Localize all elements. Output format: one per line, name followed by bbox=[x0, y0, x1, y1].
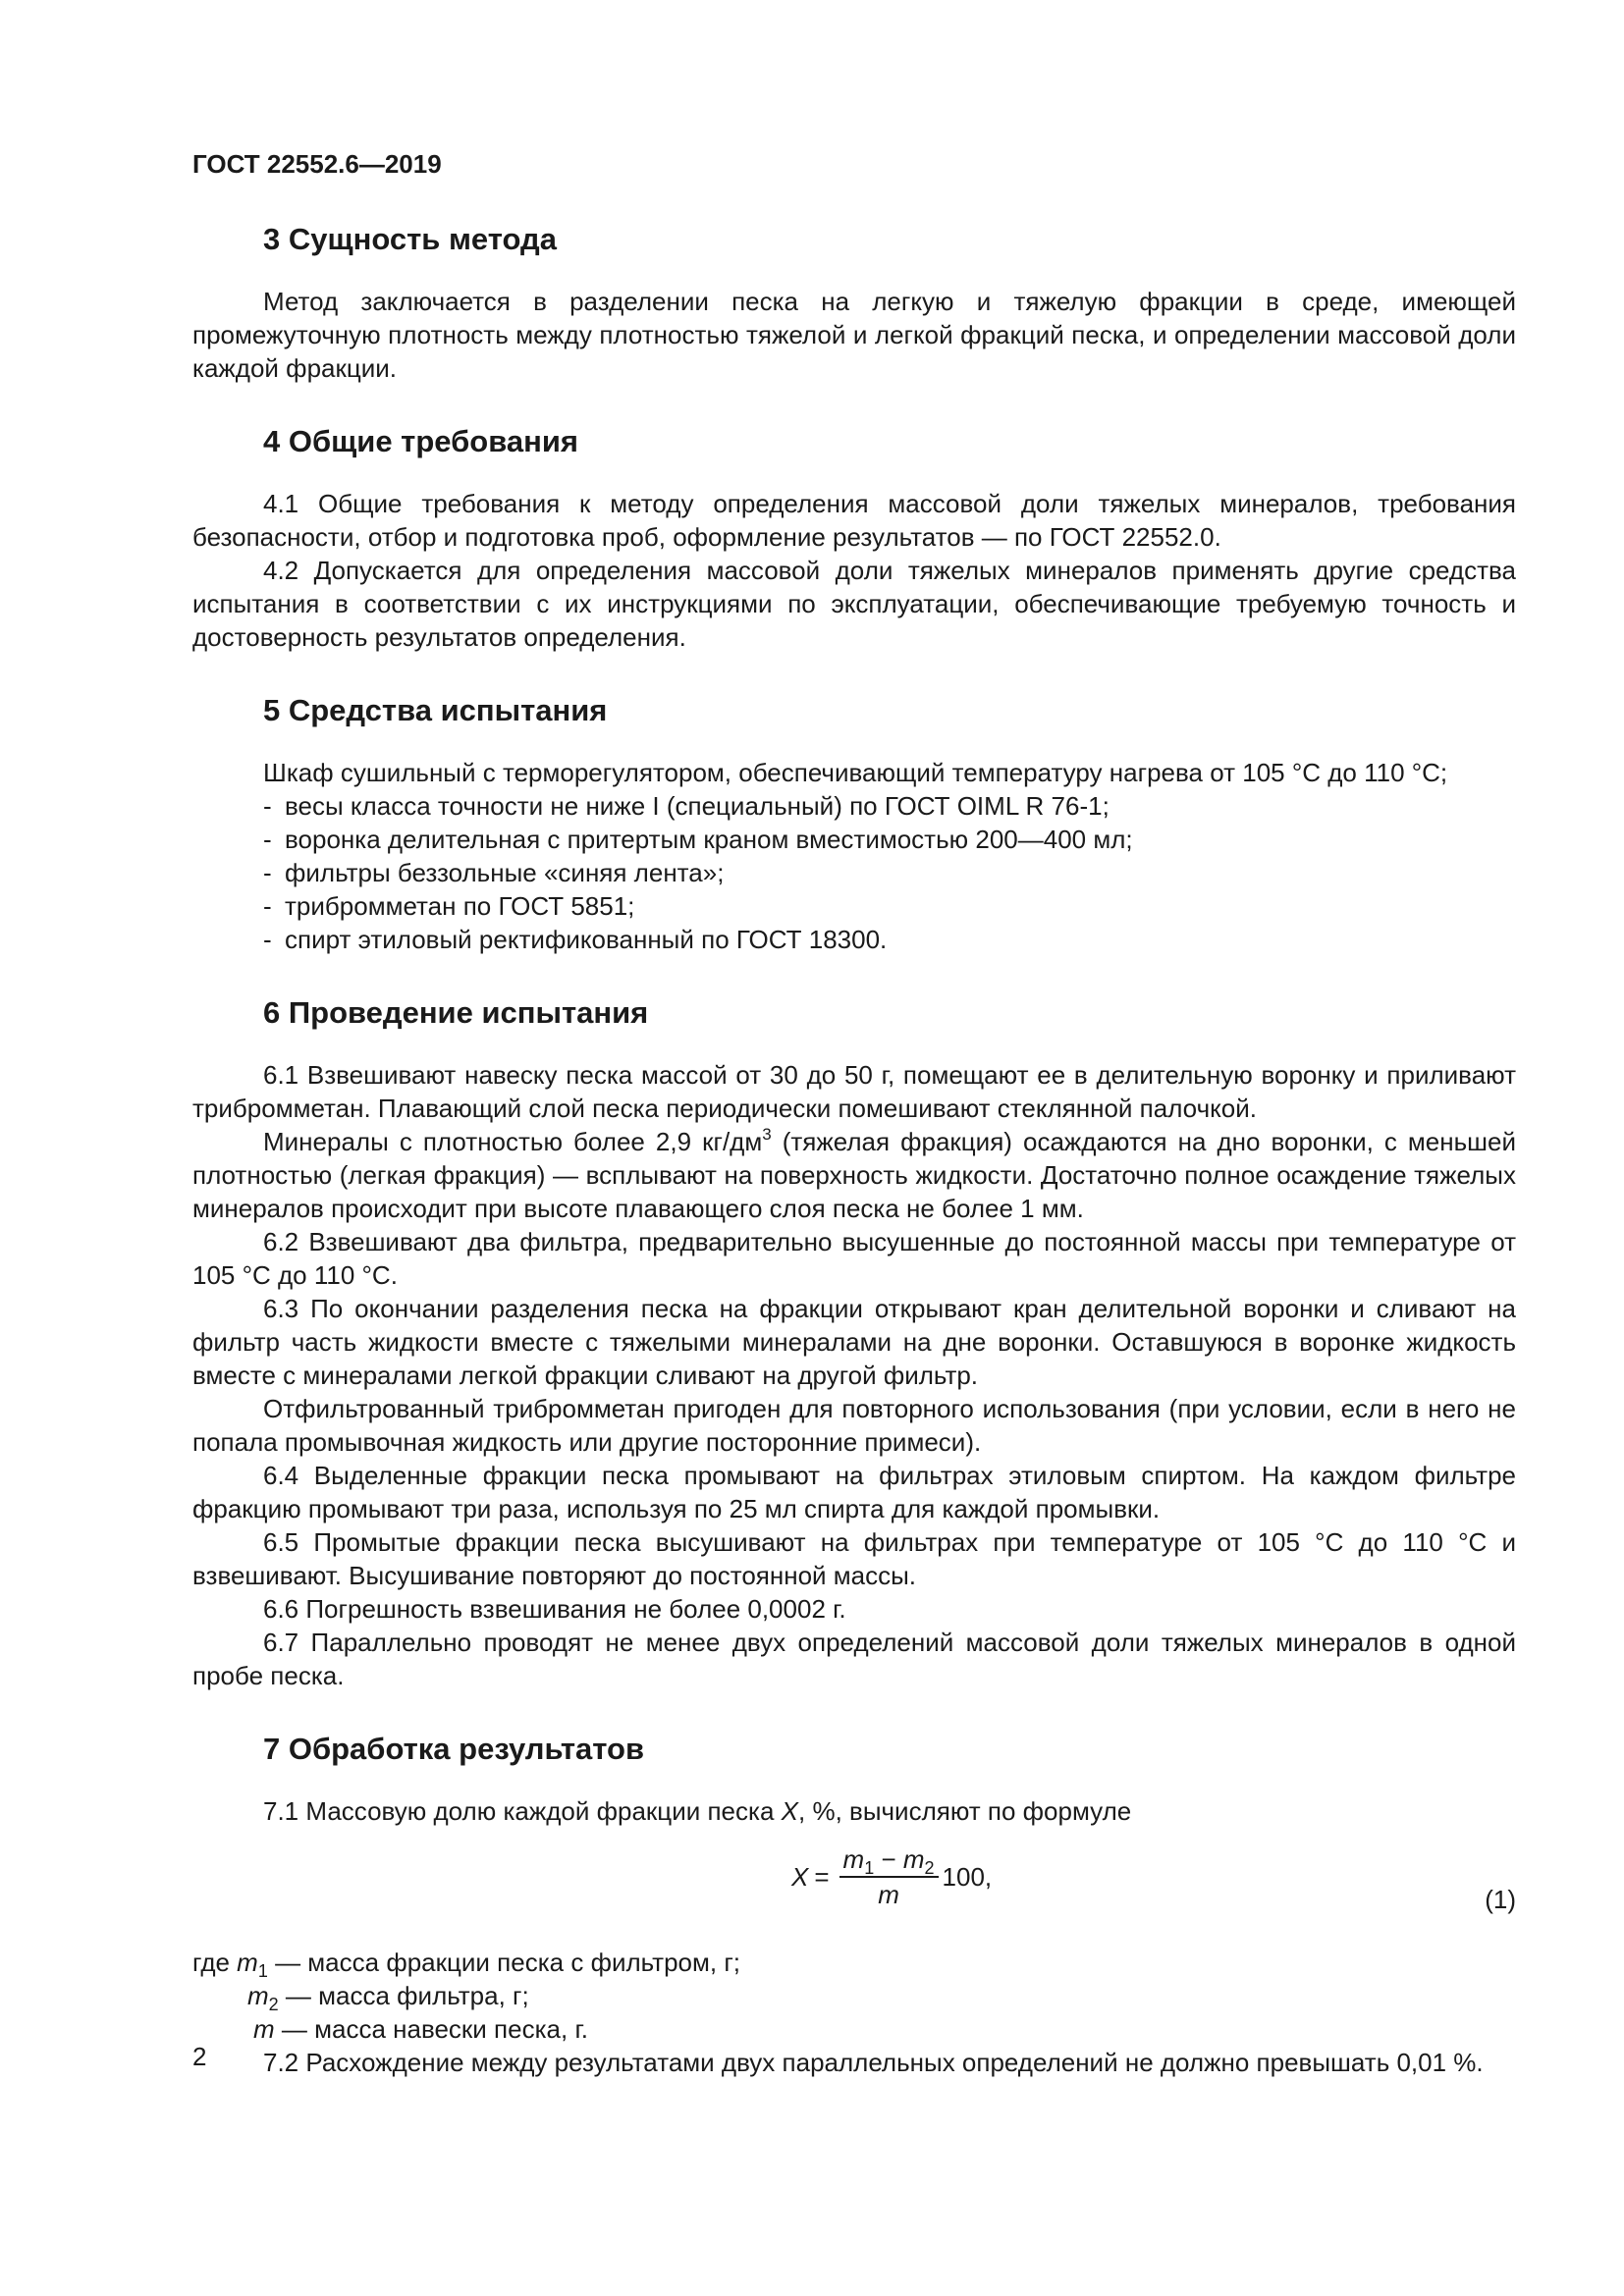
document-code: ГОСТ 22552.6—2019 bbox=[192, 149, 442, 179]
clause-4-2: 4.2 Допускается для определения массовой доли тяжелых минералов применять другие средства испытания в соответствии с их инструкциями по эксплуатации, обеспечивающие требуемую точность и достоверность результатов определения. bbox=[192, 556, 1516, 652]
equipment-intro: Шкаф сушильный с терморегулятором, обеспечивающий температуру нагрева от 105 °С до 110 °С; bbox=[263, 758, 1448, 787]
formula-legend bbox=[192, 1946, 1516, 2046]
legend-m2: $m_2$ — масса фильтра, г; bbox=[247, 1981, 529, 2014]
clause-6-6: 6.6 Погрешность взвешивания не более 0,0002 г. bbox=[263, 1594, 846, 1624]
section-3-title: 3 Сущность метода bbox=[263, 222, 557, 256]
legend-m: m — масса навески песка, г. bbox=[253, 2014, 588, 2044]
formula-number: (1) bbox=[1485, 1885, 1516, 1914]
list-item: - воронка делительная с притертым краном вместимостью 200—400 мл; bbox=[263, 825, 1133, 854]
section-3 bbox=[192, 220, 1516, 385]
list-item: - спирт этиловый ректификованный по ГОСТ 18300. bbox=[263, 925, 888, 954]
clause-6-5: 6.5 Промытые фракции песка высушивают на фильтрах при температуре от 105 °С до 110 °С и взвешивают. Высушивание повторяют до постоянной массы. bbox=[192, 1527, 1516, 1590]
list-item: - фильтры беззольные «синяя лента»; bbox=[263, 858, 725, 887]
section-7-title: 7 Обработка результатов bbox=[263, 1732, 645, 1766]
clause-6-7: 6.7 Параллельно проводят не менее двух определений массовой доли тяжелых минералов в одной пробе песка. bbox=[192, 1628, 1516, 1690]
section-6-title: 6 Проведение испытания bbox=[263, 995, 649, 1030]
clause-7-2: 7.2 Расхождение между результатами двух параллельных определений не должно превышать 0,01 %. bbox=[263, 2048, 1484, 2077]
section-7 bbox=[192, 1730, 1516, 2079]
clause-6-4: 6.4 Выделенные фракции песка промывают на фильтрах этиловым спиртом. На каждом фильтре фракцию промывают три раза, используя по 25 мл спирта для каждой промывки. bbox=[192, 1461, 1516, 1523]
page-number: 2 bbox=[192, 2042, 207, 2071]
clause-4-1: 4.1 Общие требования к методу определения массовой доли тяжелых минералов, требования безопасности, отбор и подготовка проб, оформление результатов — по ГОСТ 22552.0. bbox=[192, 489, 1516, 552]
clause-6-3: 6.3 По окончании разделения песка на фракции открывают кран делительной воронки и сливают на фильтр часть жидкости вместе с тяжелыми минералами на дне воронки. Оставшуюся в воронке жидкость вместе с минералами легкой фракции сливают на другой фильтр. bbox=[192, 1294, 1516, 1390]
section-4-title: 4 Общие требования bbox=[263, 424, 578, 458]
clause-6-3-note: Отфильтрованный трибромметан пригоден для повторного использования (при условии, если в него не попала промывочная жидкость или другие посторонние примеси). bbox=[192, 1394, 1516, 1457]
formula-block bbox=[192, 1838, 1516, 1928]
section-3-paragraph: Метод заключается в разделении песка на легкую и тяжелую фракции в среде, имеющей промежуточную плотность между плотностью тяжелой и легкой фракций песка, и определении массовой доли каждой фракции. bbox=[192, 287, 1516, 383]
section-6 bbox=[192, 993, 1516, 1692]
document-page bbox=[192, 147, 1516, 2079]
section-5-title: 5 Средства испытания bbox=[263, 693, 608, 727]
clause-7-1: 7.1 Массовую долю каждой фракции песка X, %, вычисляют по формуле bbox=[263, 1796, 1132, 1826]
formula-fraction: $\frac{m_1 - m_2}{m}$ bbox=[839, 1844, 939, 1909]
clause-6-1-density: Минералы с плотностью более 2,9 $кг/дм^3$ (тяжелая фракция) осаждаются на дно воронки, с меньшей плотностью (легкая фракция) — всплывают на поверхность жидкости. Достаточно полное осаждение тяжелых минералов происходит при высоте плавающего слоя песка не более 1 мм. bbox=[192, 1125, 1516, 1223]
list-item: - трибромметан по ГОСТ 5851; bbox=[263, 891, 635, 921]
clause-6-2: 6.2 Взвешивают два фильтра, предварительно высушенные до постоянной массы при температуре от 105 °С до 110 °С. bbox=[192, 1227, 1516, 1290]
section-5 bbox=[192, 691, 1516, 956]
section-4 bbox=[192, 422, 1516, 654]
clause-6-1: 6.1 Взвешивают навеску песка массой от 30 до 50 г, помещают ее в делительную воронку и приливают трибромметан. Плавающий слой песка периодически помешивают стеклянной палочкой. bbox=[192, 1060, 1516, 1123]
legend-m1: где $m_1$ — масса фракции песка с фильтром, г; bbox=[192, 1948, 741, 1981]
equipment-list bbox=[192, 789, 1516, 956]
formula: X = $\frac{m_1 - m_2}{m}$ 100, bbox=[791, 1844, 993, 1909]
list-item: - весы класса точности не ниже I (специальный) по ГОСТ OIML R 76-1; bbox=[263, 791, 1110, 821]
